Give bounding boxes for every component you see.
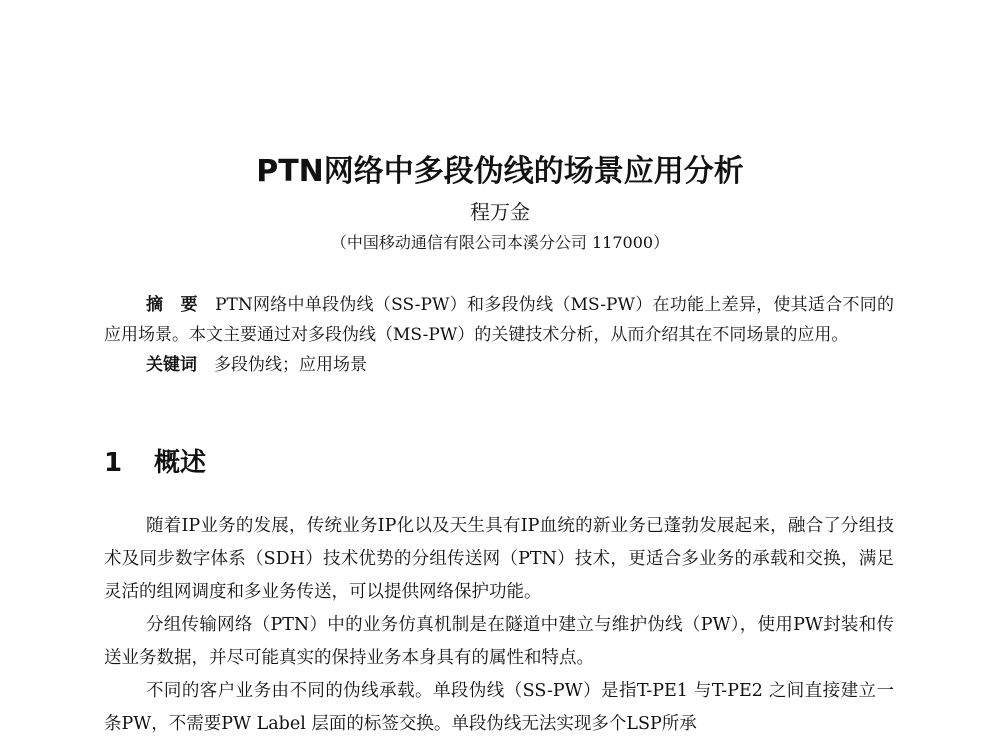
section-title: 概述 [154, 448, 207, 478]
paper-title: PTN网络中多段伪线的场景应用分析 [256, 154, 744, 189]
keywords-label: 关键词 [146, 355, 197, 375]
abstract-label: 摘 要 [146, 295, 198, 315]
keywords-text: 多段伪线；应用场景 [214, 355, 367, 375]
body-paragraph: 随着IP业务的发展，传统业务IP化以及天生具有IP血统的新业务已蓬勃发展起来，融合了分组技术及同步数字体系（SDH）技术优势的分组传送网（PTN）技术，更适合多业务的承载和交换，满足灵活的组网调度和多业务传送，可以提供网络保护功能。 [104, 516, 894, 602]
body-paragraph: 不同的客户业务由不同的伪线承载。单段伪线（SS-PW）是指T-PE1 与T-PE2 之间直接建立一条PW，不需要PW Label 层面的标签交换。单段伪线无法实现多个LSP所承 [104, 681, 894, 734]
abstract-block [104, 290, 894, 380]
body-text [104, 510, 894, 741]
keywords-paragraph [104, 350, 894, 380]
body-paragraph: 分组传输网络（PTN）中的业务仿真机制是在隧道中建立与维护伪线（PW），使用PW封装和传送业务数据，并尽可能真实的保持业务本身具有的属性和特点。 [104, 615, 894, 668]
author-affiliation: （中国移动通信有限公司本溪分公司 117000） [330, 233, 670, 252]
section-number: 1 [104, 448, 123, 478]
author-name: 程万金 [470, 200, 530, 224]
abstract-paragraph [104, 290, 894, 350]
section-heading [104, 442, 206, 479]
abstract-text: PTN网络中单段伪线（SS-PW）和多段伪线（MS-PW）在功能上差异，使其适合不同的应用场景。本文主要通过对多段伪线（MS-PW）的关键技术分析，从而介绍其在不同场景的应用。 [104, 295, 895, 345]
